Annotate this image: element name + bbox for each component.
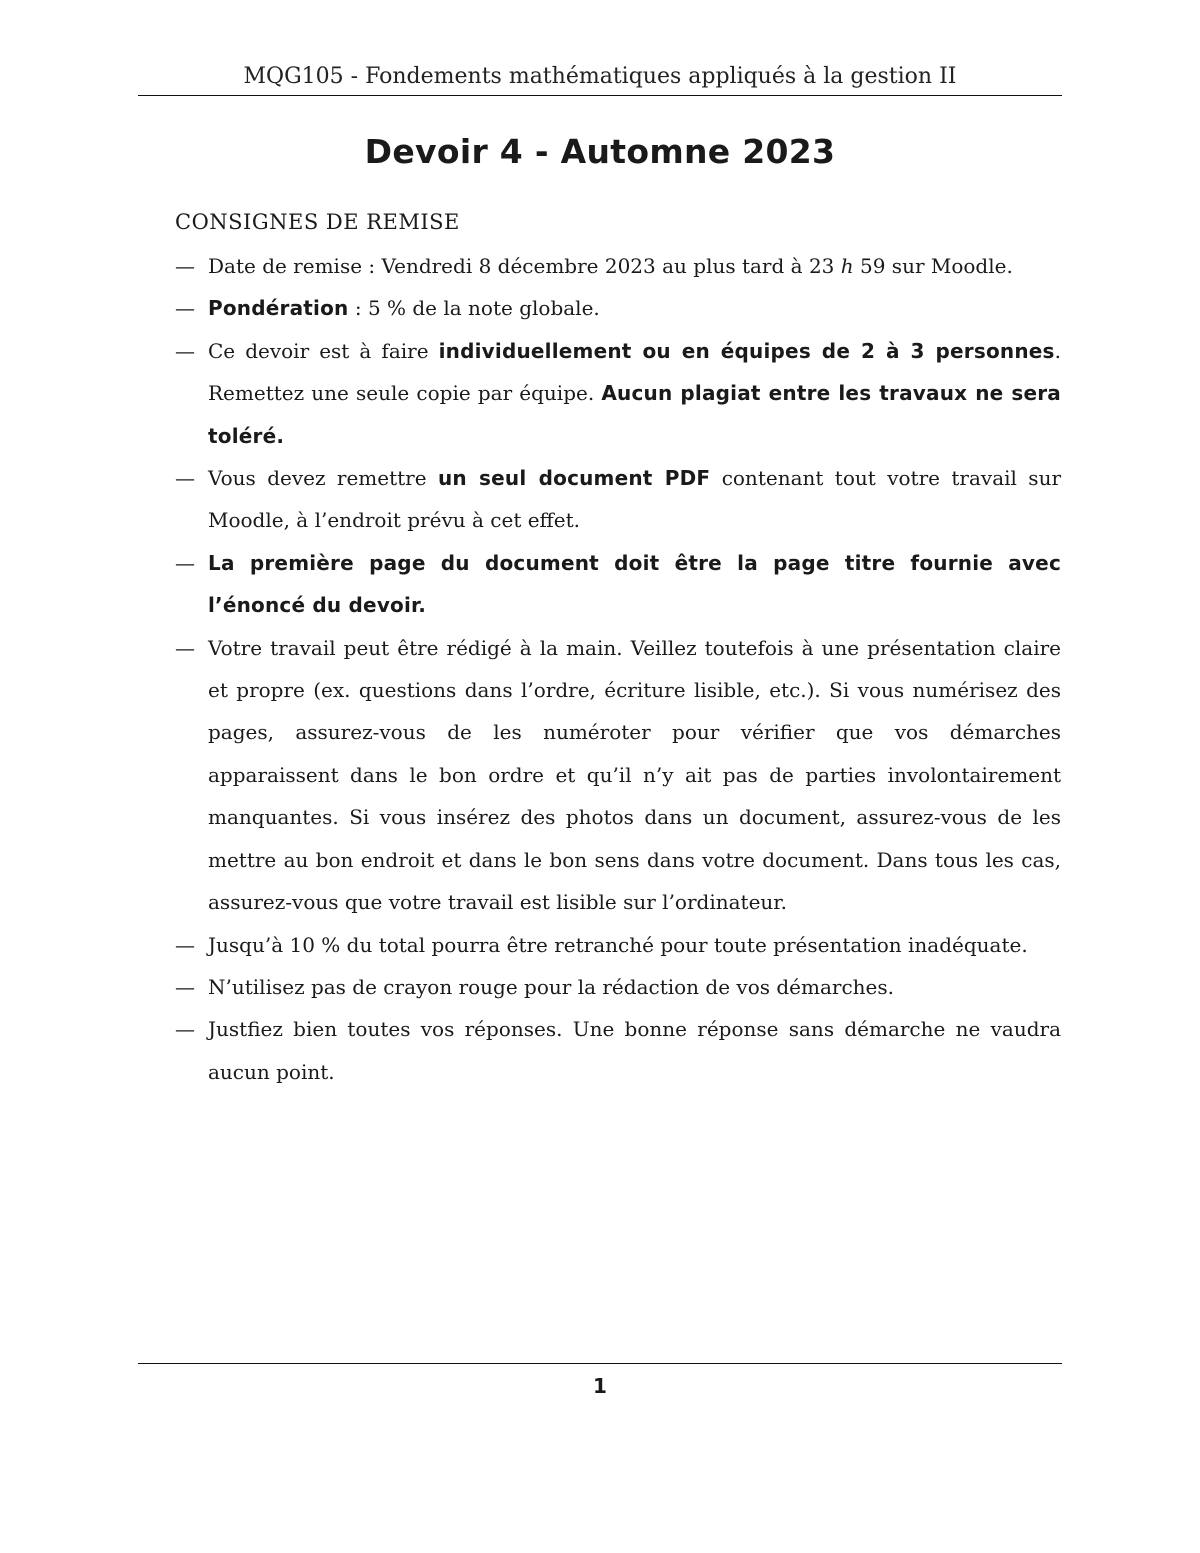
item-text: Jusqu’à 10 % du total pourra être retranché pour toute présentation inadéquate. <box>208 932 1028 957</box>
item-bold: un seul document PDF <box>437 466 711 491</box>
page-number: 1 <box>593 1374 607 1398</box>
list-item-justify <box>175 1008 1061 1093</box>
list-item-due-date <box>175 245 1061 287</box>
list-item-penalty <box>175 924 1061 966</box>
footer-rule <box>138 1363 1062 1364</box>
item-text: Votre travail peut être rédigé à la main. Veillez toutefois à une présentation claire et propre (ex. questions dans l’ordre, écriture lisible, etc.). Si vous numérisez des pages, assurez-vous de les numéroter pour vérifier que vos démarches apparaissent dans le bon ordre et qu’il n’y ait pas de parties involontairement manquantes. Si vous insérez des photos dans un document, assurez-vous de les mettre au bon endroit et dans le bon sens dans votre document. Dans tous les cas, assurez-vous que votre travail est lisible sur l’ordinateur. <box>208 635 1061 915</box>
item-text: Justfiez bien toutes vos réponses. Une bonne réponse sans démarche ne vaudra aucun point. <box>208 1017 1061 1084</box>
list-item-red-pen <box>175 966 1061 1008</box>
item-text: contenant tout votre travail sur Moodle, à l’endroit prévu à cet effet. <box>208 466 1062 533</box>
header-rule <box>138 95 1062 96</box>
item-bold: La première page du document doit être la page titre fournie avec l’énoncé du devoir. <box>208 550 1061 618</box>
item-text: N’utilisez pas de crayon rouge pour la rédaction de vos démarches. <box>208 974 894 999</box>
document-title: Devoir 4 - Automne 2023 <box>364 132 836 171</box>
list-item-weighting <box>175 287 1061 329</box>
item-text: Ce devoir est à faire <box>208 338 439 363</box>
item-text: 59 sur Moodle. <box>853 254 1013 278</box>
item-text: : 5 % de la note globale. <box>348 296 600 321</box>
section-heading: CONSIGNES DE REMISE <box>175 210 460 234</box>
list-item-pdf <box>175 457 1061 542</box>
list-item-title-page <box>175 542 1061 627</box>
item-bold: Aucun plagiat entre les travaux ne sera toléré. <box>208 381 1061 448</box>
item-bold: Pondération <box>208 296 349 321</box>
item-text: Vous devez remettre <box>208 466 438 491</box>
item-text: . Remettez une seule copie par équipe. <box>208 338 1062 406</box>
item-text: Date de remise : Vendredi 8 décembre 2023 au plus tard à 23 <box>208 254 841 278</box>
instructions-list <box>175 245 1061 1093</box>
item-bold: individuellement ou en équipes de 2 à 3 personnes <box>438 338 1055 363</box>
list-item-presentation <box>175 627 1061 924</box>
item-italic: h <box>840 254 854 278</box>
list-item-teams <box>175 330 1061 457</box>
running-header: MQG105 - Fondements mathématiques appliqués à la gestion II <box>243 64 957 89</box>
